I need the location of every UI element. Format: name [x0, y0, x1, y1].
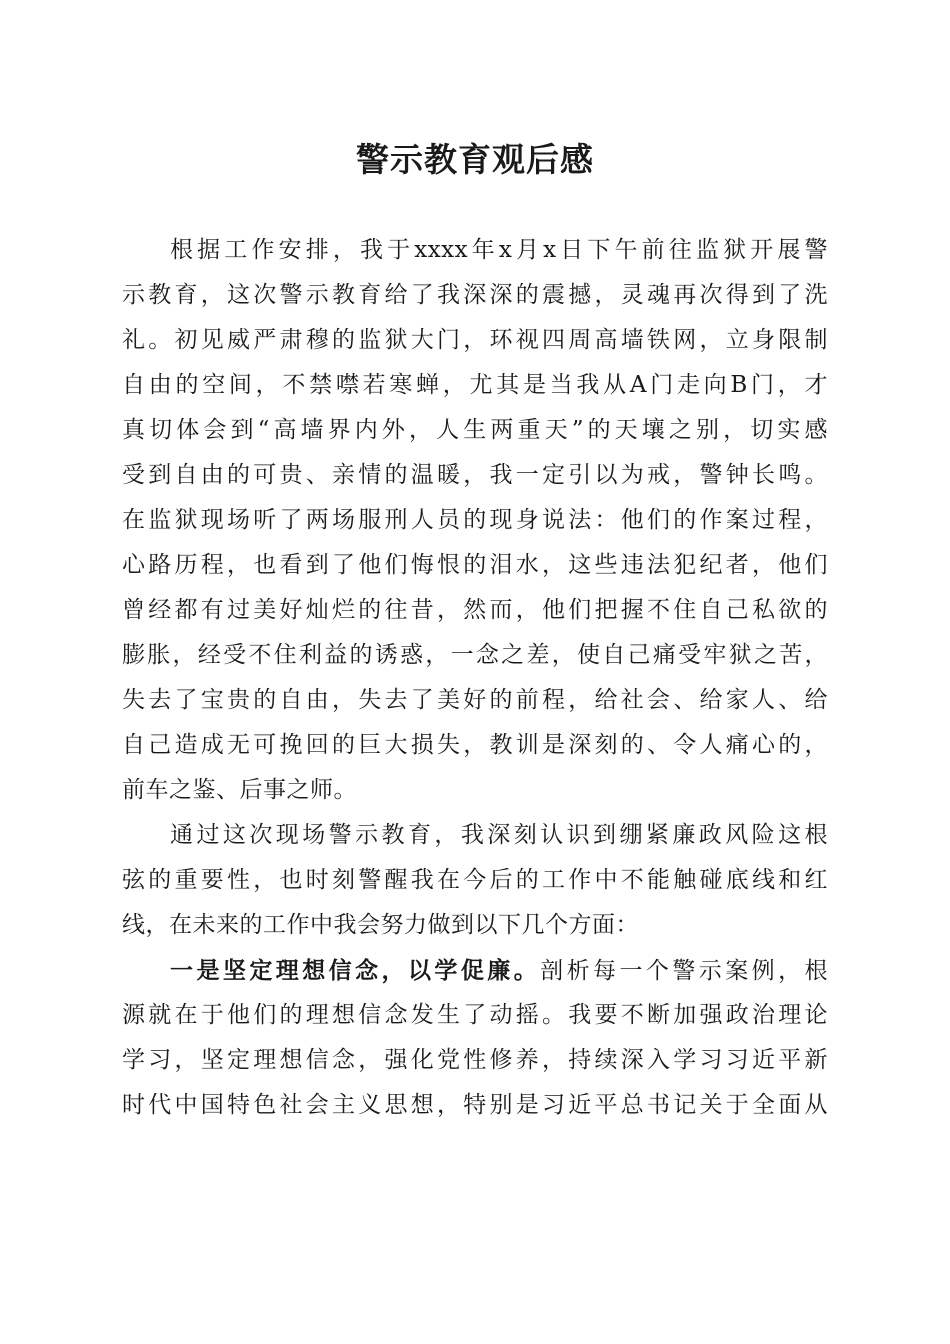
paragraph-line: 通过这次现场警示教育，我深刻认识到绷紧廉政风险这根 [170, 822, 828, 848]
paragraph-line: 失去了宝贵的自由，失去了美好的前程，给社会、给家人、给 [122, 687, 828, 713]
paragraph-line: 自由的空间，不禁噤若寒蝉，尤其是当我从A门走向B门，才 [122, 372, 828, 398]
paragraph-line: 前车之鉴、后事之师。 [122, 777, 357, 803]
document-title: 警示教育观后感 [356, 140, 594, 179]
paragraph-line: 源就在于他们的理想信念发生了动摇。我要不断加强政治理论 [122, 1002, 828, 1028]
paragraph-line: 心路历程，也看到了他们悔恨的泪水，这些违法犯纪者，他们 [122, 552, 828, 578]
paragraph-line: 受到自由的可贵、亲情的温暖，我一定引以为戒，警钟长鸣。 [122, 462, 828, 488]
paragraph-line: 根据工作安排，我于xxxx年x月x日下午前往监狱开展警 [170, 237, 828, 263]
paragraph-line: 膨胀，经受不住利益的诱惑，一念之差，使自己痛受牢狱之苦， [122, 642, 828, 668]
paragraph-line: 时代中国特色社会主义思想，特别是习近平总书记关于全面从 [122, 1092, 828, 1118]
paragraph-line: 礼。初见威严肃穆的监狱大门，环视四周高墙铁网，立身限制 [122, 327, 828, 353]
paragraph-line: 曾经都有过美好灿烂的往昔，然而，他们把握不住自己私欲的 [122, 597, 828, 623]
paragraph-line: 在监狱现场听了两场服刑人员的现身说法：他们的作案过程， [122, 507, 828, 533]
paragraph-line-text: 剖析每一个警示案例，根 [540, 958, 828, 984]
paragraph-line: 示教育，这次警示教育给了我深深的震撼，灵魂再次得到了洗 [122, 282, 828, 308]
paragraph-line: 线，在未来的工作中我会努力做到以下几个方面： [122, 912, 639, 938]
bold-lead: 一是坚定理想信念，以学促廉。 [170, 957, 541, 984]
paragraph-line: 学习，坚定理想信念，强化党性修养，持续深入学习习近平新 [122, 1047, 828, 1073]
paragraph-line: 自己造成无可挽回的巨大损失，教训是深刻的、令人痛心的， [122, 732, 828, 758]
paragraph-line: 真切体会到“高墙界内外，人生两重天”的天壤之别，切实感 [122, 417, 828, 443]
paragraph-line: 弦的重要性，也时刻警醒我在今后的工作中不能触碰底线和红 [122, 867, 828, 893]
paragraph-line [122, 948, 828, 993]
document-body [122, 228, 828, 1128]
